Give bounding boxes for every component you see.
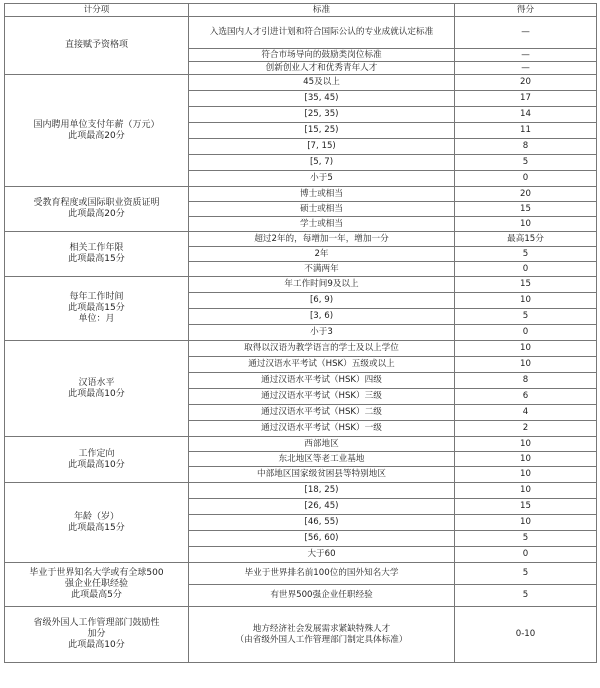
category-cell: 受教育程度或国际职业资质证明 此项最高20分 [5,187,189,232]
standard-cell: [18, 25) [189,483,455,499]
standard-cell: 博士或相当 [189,187,455,202]
table-row [5,341,597,357]
standard-cell: 有世界500强企业任职经验 [189,585,455,607]
score-cell: 0 [455,171,597,187]
score-cell: 0-10 [455,607,597,663]
standard-cell: 中部地区国家级贫困县等特别地区 [189,467,455,483]
standard-cell: 通过汉语水平考试（HSK）五级或以上 [189,357,455,373]
table-row [5,232,597,247]
standard-cell: [46, 55) [189,515,455,531]
standard-cell: 年工作时间9及以上 [189,277,455,293]
category-cell: 毕业于世界知名大学或有全球500 强企业任职经验 此项最高5分 [5,563,189,607]
standard-cell: 硕士或相当 [189,202,455,217]
standard-cell: 西部地区 [189,437,455,452]
score-cell: 10 [455,515,597,531]
header-score: 得分 [455,4,597,17]
category-cell: 国内聘用单位支付年薪（万元） 此项最高20分 [5,75,189,187]
score-cell: 10 [455,217,597,232]
score-cell: 15 [455,499,597,515]
score-cell: — [455,17,597,49]
category-cell: 相关工作年限 此项最高15分 [5,232,189,277]
standard-cell: [25, 35) [189,107,455,123]
standard-cell: [7, 15) [189,139,455,155]
score-cell: 15 [455,202,597,217]
score-cell: 17 [455,91,597,107]
standard-cell: [56, 60) [189,531,455,547]
score-cell: 8 [455,373,597,389]
score-cell: 14 [455,107,597,123]
standard-cell: 毕业于世界排名前100位的国外知名大学 [189,563,455,585]
standard-cell: 45及以上 [189,75,455,91]
table-row [5,75,597,91]
header-item: 计分项 [5,4,189,17]
category-cell: 工作定向 此项最高10分 [5,437,189,483]
category-cell: 直接赋予资格项 [5,17,189,75]
standard-cell: 2年 [189,247,455,262]
standard-cell: 超过2年的，每增加一年，增加一分 [189,232,455,247]
score-cell: 10 [455,341,597,357]
standard-cell: 东北地区等老工业基地 [189,452,455,467]
standard-cell: 创新创业人才和优秀青年人才 [189,62,455,75]
score-cell: 0 [455,262,597,277]
score-cell: 10 [455,452,597,467]
standard-cell: [26, 45) [189,499,455,515]
category-cell: 省级外国人工作管理部门鼓励性 加分 此项最高10分 [5,607,189,663]
score-cell: 10 [455,437,597,452]
score-cell: 20 [455,75,597,91]
category-cell: 每年工作时间 此项最高15分 单位：月 [5,277,189,341]
table-row [5,17,597,49]
standard-cell: 通过汉语水平考试（HSK）一级 [189,421,455,437]
score-cell: 11 [455,123,597,139]
score-cell: 最高15分 [455,232,597,247]
score-cell: 5 [455,563,597,585]
header-standard: 标准 [189,4,455,17]
score-cell: 10 [455,467,597,483]
score-cell: 4 [455,405,597,421]
table-row [5,277,597,293]
standard-cell: 通过汉语水平考试（HSK）二级 [189,405,455,421]
category-cell: 年龄（岁） 此项最高15分 [5,483,189,563]
standard-cell: 学士或相当 [189,217,455,232]
score-cell: 5 [455,155,597,171]
score-cell: 10 [455,357,597,373]
standard-cell: [5, 7) [189,155,455,171]
standard-cell: 小于5 [189,171,455,187]
standard-cell: 大于60 [189,547,455,563]
score-cell: 6 [455,389,597,405]
standard-cell: 取得以汉语为教学语言的学士及以上学位 [189,341,455,357]
score-cell: — [455,62,597,75]
score-cell: 5 [455,585,597,607]
standard-cell: [3, 6) [189,309,455,325]
standard-cell: 通过汉语水平考试（HSK）四级 [189,373,455,389]
table-row [5,483,597,499]
score-cell: 10 [455,293,597,309]
standard-cell: 符合市场导向的鼓励类岗位标准 [189,49,455,62]
standard-cell: 不满两年 [189,262,455,277]
table-row [5,607,597,663]
table-body [5,17,597,663]
score-cell: 5 [455,309,597,325]
scoring-table [4,3,597,663]
score-cell: 0 [455,325,597,341]
standard-cell: 地方经济社会发展需求紧缺特殊人才 （由省级外国人工作管理部门制定具体标准） [189,607,455,663]
standard-cell: 入选国内人才引进计划和符合国际公认的专业成就认定标准 [189,17,455,49]
table-row [5,187,597,202]
score-cell: 5 [455,247,597,262]
score-cell: — [455,49,597,62]
table-row [5,563,597,585]
score-cell: 8 [455,139,597,155]
score-cell: 10 [455,483,597,499]
table-header-row [5,4,597,17]
score-cell: 15 [455,277,597,293]
standard-cell: [6, 9) [189,293,455,309]
standard-cell: [15, 25) [189,123,455,139]
score-cell: 2 [455,421,597,437]
standard-cell: 小于3 [189,325,455,341]
table-row [5,437,597,452]
standard-cell: 通过汉语水平考试（HSK）三级 [189,389,455,405]
score-cell: 20 [455,187,597,202]
standard-cell: [35, 45) [189,91,455,107]
score-cell: 5 [455,531,597,547]
category-cell: 汉语水平 此项最高10分 [5,341,189,437]
score-cell: 0 [455,547,597,563]
